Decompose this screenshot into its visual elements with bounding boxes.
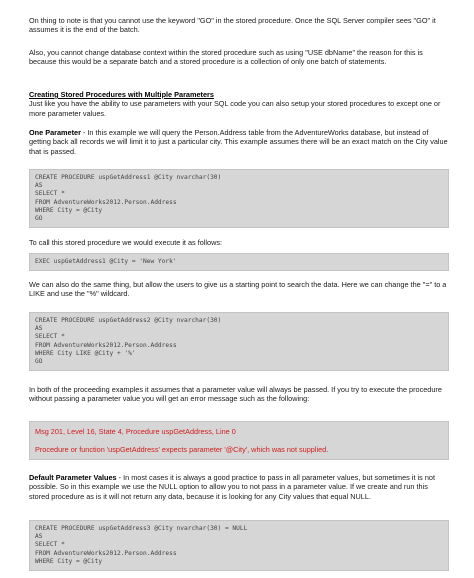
go-keyword-paragraph: On thing to note is that you cannot use the keyword "GO" in the stored procedure. Once the SQL Server compiler sees "GO" it assumes it is the end of the batch. (29, 16, 436, 35)
error-message-box (29, 421, 449, 460)
code-block-exec (29, 253, 449, 271)
section-intro: Just like you have the ability to use parameters with your SQL code you can also setup your stored procedures to except one or more parameter values. (29, 99, 441, 118)
code-line: SELECT * (35, 541, 65, 549)
error-line-1: Msg 201, Level 16, State 4, Procedure uspGetAddress, Line 0 (35, 427, 236, 436)
error-intro-paragraph: In both of the proceeding examples it assumes that a parameter value will always be passed. If you try to execute the procedure without passing a parameter value you will get an error message such as the following: (29, 385, 442, 404)
code-line: CREATE PROCEDURE uspGetAddress1 @City nvarchar(30) (35, 174, 222, 181)
code-line: GO (35, 215, 43, 223)
one-parameter-label: One Parameter (29, 128, 81, 137)
default-parameter-text: - In most cases it is always a good practice to pass in all parameter values, but sometimes it is not possible. So in this example we use the NULL option to allow you to not pass in a parameter value. If we create and run this stored procedure as is it will not return any data, because it is looking for any City values that equal NULL. (29, 473, 435, 501)
db-context-paragraph: Also, you cannot change database context within the stored procedure such as using "USE dbName" the reason for this is because this would be a separate batch and a stored procedure is a collection of only one batch of statements. (29, 48, 423, 67)
code-line: SELECT * (35, 190, 65, 198)
call-intro-paragraph: To call this stored procedure we would execute it as follows: (29, 238, 223, 247)
code-line: AS (35, 533, 43, 541)
code-line: WHERE City LIKE @City + '%' (35, 349, 136, 357)
wildcard-intro-paragraph: We can also do the same thing, but allow the users to give us a starting point to search the data. Here we can change the "=" to a LIKE and use the "%" wildcard. (29, 280, 447, 299)
code-line: SELECT * (35, 333, 65, 341)
code-line: AS (35, 325, 43, 333)
one-parameter-text: - In this example we will query the Person.Address table from the AdventureWorks database, but instead of getting back all records we will limit it to just a particular city. This example assumes there will be an exact match on the City value that is passed. (29, 128, 448, 156)
default-parameter-paragraph (29, 473, 449, 501)
error-line-2: Procedure or function 'uspGetAddress' expects parameter '@City', which was not supplied. (35, 445, 329, 454)
section-heading: Creating Stored Procedures with Multiple Parameters (29, 90, 214, 99)
code-line: EXEC uspGetAddress1 @City = 'New York' (35, 258, 177, 265)
section-block (29, 90, 449, 118)
code-block-procedure-3 (29, 520, 449, 571)
code-line: AS (35, 182, 43, 190)
one-parameter-paragraph (29, 128, 449, 156)
code-block-procedure-2 (29, 312, 449, 371)
code-line: WHERE City = @City (35, 557, 103, 565)
default-parameter-label: Default Parameter Values (29, 473, 117, 482)
code-line: FROM AdventureWorks2012.Person.Address (35, 198, 177, 206)
code-line: FROM AdventureWorks2012.Person.Address (35, 549, 177, 557)
code-line: WHERE City = @City (35, 206, 103, 214)
code-line: FROM AdventureWorks2012.Person.Address (35, 341, 177, 349)
code-block-procedure-1 (29, 169, 449, 228)
code-line: CREATE PROCEDURE uspGetAddress3 @City nvarchar(30) = NULL (35, 525, 248, 532)
code-line: GO (35, 358, 43, 366)
code-line: CREATE PROCEDURE uspGetAddress2 @City nvarchar(30) (35, 317, 222, 324)
